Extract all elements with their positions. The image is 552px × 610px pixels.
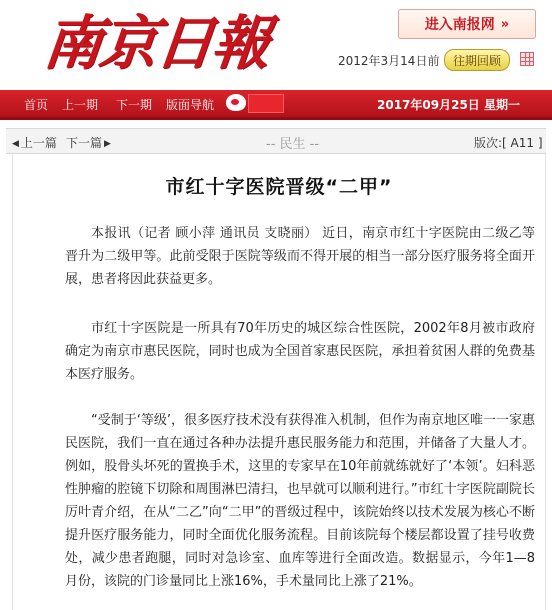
- article-paragraph: 本报讯（记者 顾小萍 通讯员 支晓丽） 近日，南京市红十字医院由二级乙等晋升为二级甲等。此前受限于医院等级而不得开展的相当一部分医疗服务将全面开展，患者将因此获益更多。: [65, 226, 535, 287]
- next-article-label: 下一篇: [66, 136, 103, 150]
- next-article-link[interactable]: [66, 134, 113, 151]
- triangle-left-icon: ◀: [12, 139, 19, 149]
- nav-prev-issue[interactable]: 上一期: [62, 98, 99, 112]
- issue-date: 2017年09月25日 星期一: [377, 98, 520, 112]
- logo-char: 南: [40, 9, 104, 77]
- prev-article-link[interactable]: [12, 134, 57, 151]
- nav-next-issue[interactable]: 下一期: [116, 98, 153, 112]
- weibo-widget[interactable]: [248, 94, 284, 113]
- past-issues-button[interactable]: 往期回顾: [444, 49, 510, 71]
- nav-layout-guide[interactable]: 版面导航: [166, 98, 215, 112]
- logo-char: 報: [208, 9, 272, 77]
- article-body: [12, 152, 546, 610]
- logo-char: 日: [152, 9, 216, 77]
- article-toolbar: [6, 128, 546, 154]
- double-chevron-right-icon: »: [500, 16, 510, 32]
- prev-article-label: 上一篇: [20, 136, 57, 150]
- article-title: 市红十字医院晋级“二甲”: [165, 176, 393, 198]
- logo-char: 京: [96, 9, 160, 77]
- page-number: 版次:[ A11 ]: [474, 136, 543, 150]
- triangle-right-icon: ▶: [104, 139, 111, 149]
- enter-site-button[interactable]: [398, 9, 536, 39]
- archive-date: 2012年3月14日前: [338, 54, 440, 68]
- calendar-grid-icon[interactable]: [520, 52, 534, 66]
- nav-bar: [0, 90, 552, 120]
- enter-site-label: 进入南报网: [424, 17, 495, 33]
- newspaper-logo[interactable]: [40, 4, 272, 82]
- section-label: -- 民生 --: [266, 137, 320, 152]
- masthead: [0, 0, 552, 88]
- nav-home[interactable]: 首页: [24, 98, 49, 112]
- article-paragraph: 市红十字医院是一所具有70年历史的城区综合性医院，2002年8月被市政府确定为南京市惠民医院，同时也成为全国首家惠民医院，承担着贫困人群的免费基本医疗服务。: [65, 321, 535, 382]
- weibo-icon[interactable]: [226, 94, 246, 111]
- article-paragraph: “受制于‘等级’，很多医疗技术没有获得准入机制，但作为南京地区唯一一家惠民医院，我们一直在通过各种办法提升惠民服务能力和范围，并储备了大量人才。例如，股骨头坏死的置换手术，这里的专家早在10年前就练就好了‘本领’。妇科恶性肿瘤的腔镜下切除和周围淋巴清扫，也早就可以顺利进行。”市红十字医院副院长厉叶青介绍，在从“二乙”向“二甲”的晋级过程中，该院始终以技术发展为核心不断提升医疗服务能力，同时全面优化服务流程。目前该院每个楼层都设置了挂号收费处，减少患者跑腿，同时对急诊室、血库等进行全面改造。数据显示，今年1—8月份，该院的门诊量同比上涨16%，手术量同比上涨了21%。: [65, 413, 535, 589]
